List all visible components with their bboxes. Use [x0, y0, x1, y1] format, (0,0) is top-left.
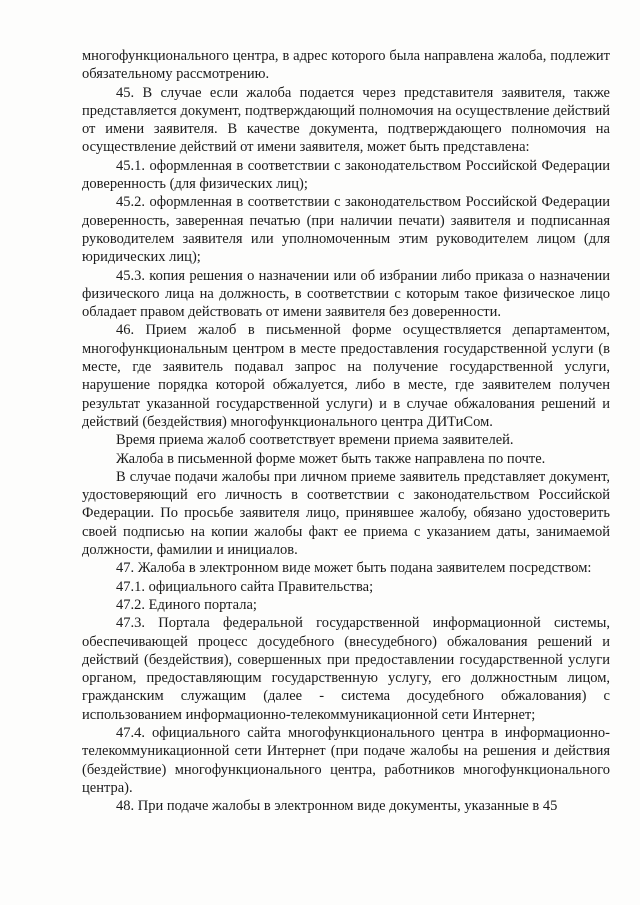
paragraph-45-3: 45.3. копия решения о назначении или об избрании либо приказа о назначении физического лица на должность, в соответствии с которым такое физическое лицо обладает правом действовать от имени заявителя без доверенности.: [82, 267, 610, 321]
paragraph-47-2: 47.2. Единого портала;: [116, 596, 257, 613]
paragraph-47-1: 47.1. официального сайта Правительства;: [116, 578, 374, 595]
paragraph-48: 48. При подаче жалобы в электронном виде документы, указанные в 45: [116, 798, 558, 815]
paragraph-45-1: 45.1. оформленная в соответствии с законодательством Российской Федерации доверенность (для физических лиц);: [82, 157, 610, 193]
paragraph-45-2: 45.2. оформленная в соответствии с законодательством Российской Федерации доверенность, заверенная печатью (при наличии печати) заявителя и подписанная руководителем заявителя или уполномоченным этим руководителем лицом (для юридических лиц);: [82, 194, 610, 266]
paragraph-reception-time: Время приема жалоб соответствует времени приема заявителей.: [116, 432, 514, 449]
paragraph-47-4: 47.4. официального сайта многофункционального центра в информационно-телекоммуникационной сети Интернет (при подаче жалобы на решения и действия (бездействие) многофункционального центра, работников многофункционального центра).: [82, 724, 610, 796]
paragraph-45: 45. В случае если жалоба подается через представителя заявителя, также представляется документ, подтверждающий полномочия на осуществление действий от имени заявителя. В качестве документа, подтверждающего полномочия на осуществление действий от имени заявителя, может быть представлена:: [82, 84, 610, 156]
paragraph-46: 46. Прием жалоб в письменной форме осуществляется департаментом, многофункциональным центром в месте предоставления государственной услуги (в месте, где заявитель подавал запрос на получение государственной услуги, нарушение порядка которой обжалуется, либо в месте, где заявителем получен результат указанной государственной услуги) и в случае обжалования решений и действий (бездействия) многофункционального центра ДИТиСом.: [82, 322, 610, 430]
paragraph-47: 47. Жалоба в электронном виде может быть подана заявителем посредством:: [116, 560, 592, 577]
document-body: [82, 47, 610, 815]
paragraph-mail: Жалоба в письменной форме может быть также направлена по почте.: [116, 450, 546, 467]
paragraph-continuation: многофункционального центра, в адрес которого была направлена жалоба, подлежит обязательному рассмотрению.: [82, 48, 610, 83]
paragraph-personal-reception: В случае подачи жалобы при личном приеме заявитель представляет документ, удостоверяющий его личность в соответствии с законодательством Российской Федерации. По просьбе заявителя лицо, принявшее жалобу, обязано удостоверить своей подписью на копии жалобы факт ее приема с указанием даты, занимаемой должности, фамилии и инициалов.: [82, 468, 610, 559]
paragraph-47-3: 47.3. Портала федеральной государственной информационной системы, обеспечивающей процесс досудебного (внесудебного) обжалования решений и действий (бездействия), совершенных при предоставлении государственной услуги органом, предоставляющим государственную услугу, его должностным лицом, гражданским служащим (далее - система досудебного обжалования) с использованием информационно-телекоммуникационной сети Интернет;: [82, 615, 610, 723]
